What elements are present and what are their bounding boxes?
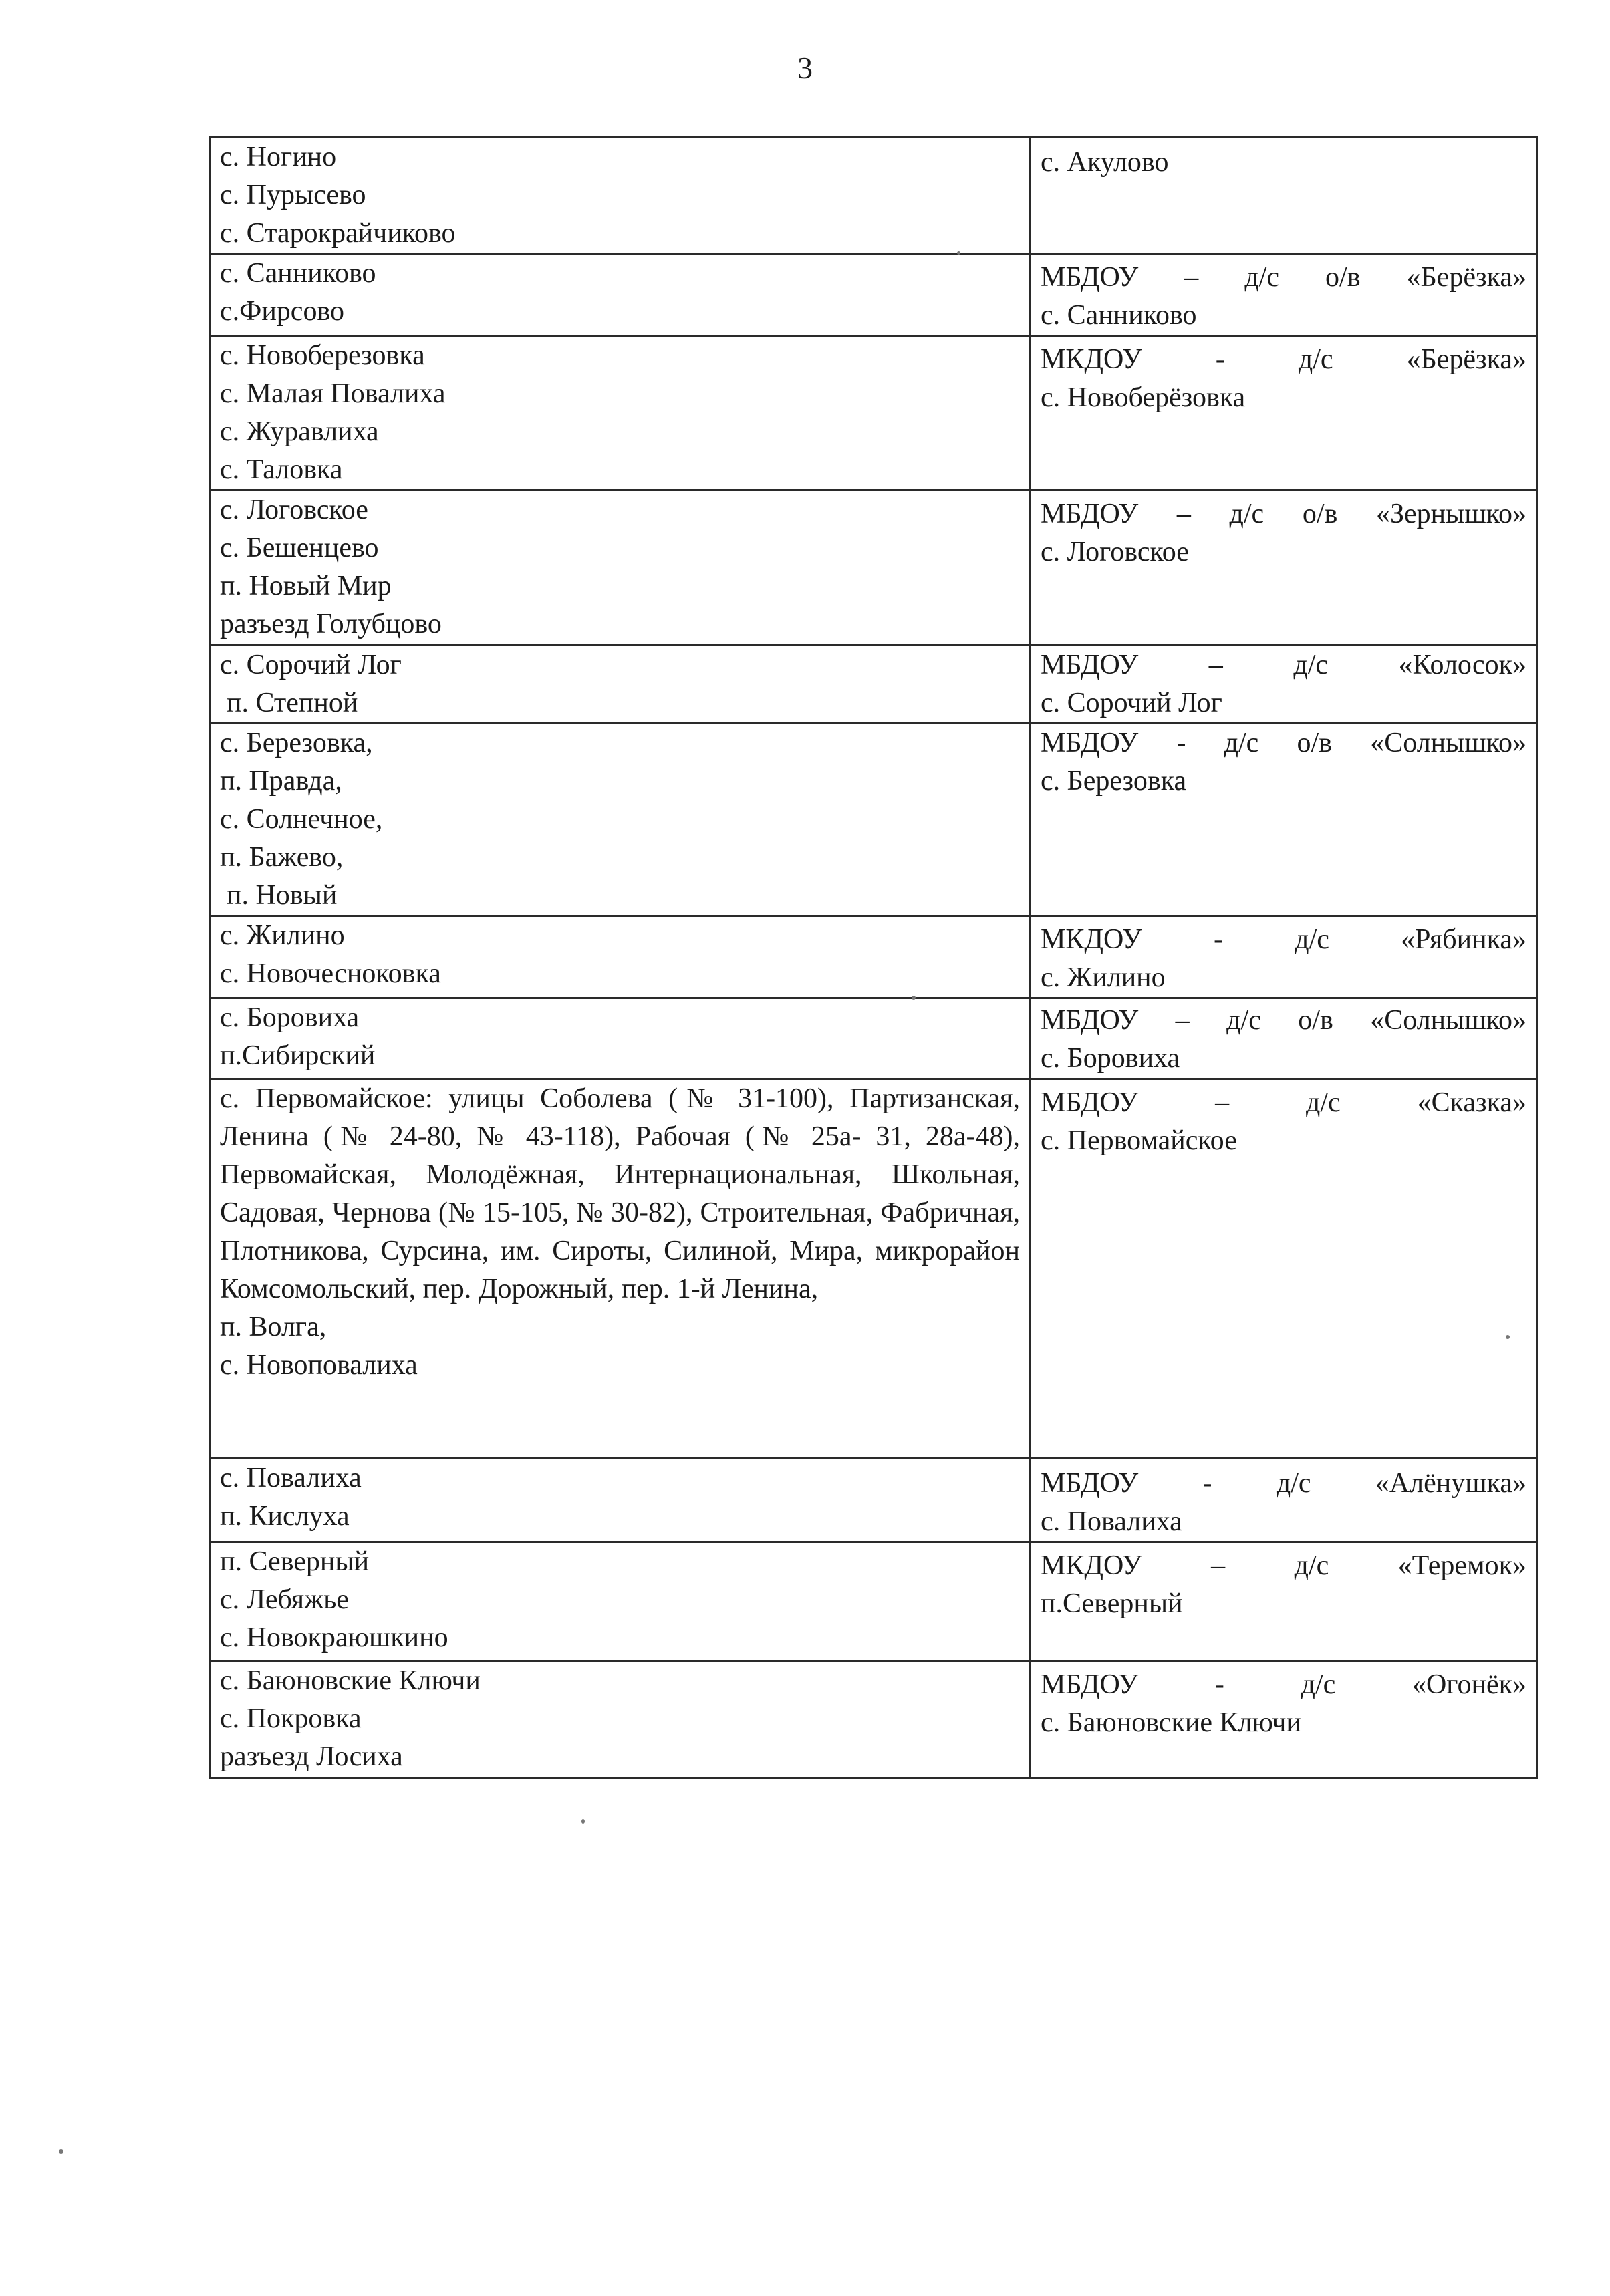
settlement-line: п. Новый Мир — [220, 571, 392, 601]
kindergarten-name: МКДОУ – д/с «Теремок» — [1041, 1550, 1526, 1581]
kindergarten-location: с. Новоберёзовка — [1041, 382, 1246, 413]
page-number: 3 — [797, 51, 813, 85]
scan-speck — [1506, 1335, 1510, 1339]
table-row — [210, 336, 1537, 490]
settlement-line: с. Санниково — [220, 258, 376, 289]
kindergarten-location: с. Баюновские Ключи — [1041, 1707, 1301, 1738]
table-row — [210, 645, 1537, 724]
settlement-line: с. Малая Повалиха — [220, 378, 446, 409]
settlement-line: с. Старокрайчиково — [220, 218, 456, 249]
kindergarten-name: МБДОУ - д/с «Алёнушка» — [1041, 1468, 1526, 1499]
scan-speck — [581, 1819, 585, 1824]
settlement-line: с. Пурысево — [220, 180, 366, 210]
settlement-line: разъезд Голубцово — [220, 609, 442, 639]
table-row — [210, 1079, 1537, 1459]
kindergarten-cell — [1031, 138, 1537, 254]
kindergarten-cell — [1031, 724, 1537, 916]
settlement-line: с. Жилино — [220, 920, 345, 951]
kindergarten-assignment-table — [209, 136, 1538, 1779]
settlement-line: с. Ногино — [220, 142, 337, 172]
settlements-cell — [210, 336, 1031, 490]
scan-speck — [912, 996, 916, 1000]
kindergarten-name: МБДОУ – д/с «Колосок» — [1041, 650, 1526, 680]
table-row — [210, 490, 1537, 645]
settlement-line: с. Логовское — [220, 494, 368, 525]
table-row — [210, 1542, 1537, 1661]
settlement-line: п. Северный — [220, 1546, 370, 1577]
settlement-line: п. Бажево, — [220, 842, 344, 873]
settlement-line: с. Таловка — [220, 454, 343, 485]
settlements-cell — [210, 138, 1031, 254]
kindergarten-location: с. Сорочий Лог — [1041, 688, 1222, 718]
kindergarten-cell — [1031, 916, 1537, 998]
settlement-line: с. Сорочий Лог — [220, 650, 402, 680]
kindergarten-name: МБДОУ - д/с «Огонёк» — [1041, 1669, 1526, 1700]
kindergarten-location: с. Березовка — [1041, 766, 1187, 797]
settlements-cell — [210, 645, 1031, 724]
settlements-cell — [210, 490, 1031, 645]
settlement-line: п. Степной — [227, 688, 358, 718]
settlement-line: п. Правда, — [220, 766, 342, 797]
settlement-line: с. Новочесноковка — [220, 958, 441, 989]
settlement-line: с. Новоберезовка — [220, 340, 425, 371]
settlement-line: с. Покровка — [220, 1703, 362, 1734]
settlement-line: п. Кислуха — [220, 1501, 350, 1532]
kindergarten-cell — [1031, 490, 1537, 645]
table-row — [210, 916, 1537, 998]
kindergarten-name: МБДОУ – д/с о/в «Зернышко» — [1041, 498, 1526, 529]
table-row — [210, 1661, 1537, 1779]
settlement-line: с. Лебяжье — [220, 1584, 349, 1615]
kindergarten-cell — [1031, 1459, 1537, 1542]
settlements-cell — [210, 254, 1031, 336]
kindergarten-location: п.Северный — [1041, 1588, 1183, 1619]
kindergarten-location: с. Жилино — [1041, 962, 1166, 993]
kindergarten-name: МБДОУ – д/с «Сказка» — [1041, 1087, 1526, 1118]
settlement-line: с. Новоповалиха — [220, 1350, 418, 1381]
kindergarten-name: МКДОУ - д/с «Рябинка» — [1041, 924, 1526, 955]
settlements-cell — [210, 1459, 1031, 1542]
settlement-line: п.Сибирский — [220, 1040, 376, 1071]
settlement-line: п. Новый — [227, 880, 338, 911]
kindergarten-cell — [1031, 1079, 1537, 1459]
settlement-line: с. Солнечное, — [220, 804, 383, 835]
kindergarten-name: МБДОУ - д/с о/в «Солнышко» — [1041, 728, 1526, 758]
kindergarten-location: с. Повалиха — [1041, 1506, 1182, 1537]
settlement-line: с. Журавлиха — [220, 416, 379, 447]
settlement-line: с. Березовка, — [220, 728, 373, 758]
settlements-cell — [210, 1542, 1031, 1661]
settlements-cell — [210, 998, 1031, 1079]
table-row — [210, 724, 1537, 916]
settlements-cell — [210, 916, 1031, 998]
kindergarten-cell — [1031, 1661, 1537, 1779]
settlement-paragraph: с. Первомайское: улицы Соболева (№ 31-100), Партизанская, Ленина (№ 24-80, № 43-118), Рабочая (№ 25а- 31, 28а-48), Первомайская, Молодёжная, Интернациональная, Школьная, Садовая, Чернова (№ 15-105, № 30-82), Строительная, Фабричная, Плотникова, Сурсина, им. Сироты, Силиной, Мира, микрорайон Комсомольский, пер. Дорожный, пер. 1-й Ленина, — [220, 1083, 1020, 1304]
kindergarten-cell — [1031, 998, 1537, 1079]
settlement-line: с. Баюновские Ключи — [220, 1665, 481, 1696]
settlement-line: с. Боровиха — [220, 1002, 360, 1033]
settlements-cell — [210, 724, 1031, 916]
kindergarten-cell — [1031, 645, 1537, 724]
table-row — [210, 1459, 1537, 1542]
kindergarten-name: МБДОУ – д/с о/в «Солнышко» — [1041, 1005, 1526, 1036]
table-row — [210, 254, 1537, 336]
settlement-line: с. Повалиха — [220, 1463, 362, 1493]
kindergarten-cell — [1031, 1542, 1537, 1661]
kindergarten-location: с. Логовское — [1041, 537, 1189, 567]
kindergarten-cell — [1031, 336, 1537, 490]
kindergarten-location: с. Боровиха — [1041, 1043, 1180, 1074]
settlement-line: с. Бешенцево — [220, 533, 379, 563]
scan-speck — [59, 2149, 63, 2154]
settlement-line: с.Фирсово — [220, 296, 344, 327]
kindergarten-location: с. Первомайское — [1041, 1125, 1237, 1156]
settlements-cell — [210, 1661, 1031, 1779]
table-row — [210, 138, 1537, 254]
settlement-line: п. Волга, — [220, 1312, 327, 1342]
kindergarten-name: МБДОУ – д/с о/в «Берёзка» — [1041, 262, 1526, 293]
settlement-line: разъезд Лосиха — [220, 1741, 403, 1772]
kindergarten-name: МКДОУ - д/с «Берёзка» — [1041, 344, 1526, 375]
settlements-cell — [210, 1079, 1031, 1459]
kindergarten-cell — [1031, 254, 1537, 336]
kindergarten-location: с. Акулово — [1041, 147, 1169, 178]
settlement-line: с. Новокраюшкино — [220, 1622, 448, 1653]
table-row — [210, 998, 1537, 1079]
scan-speck — [957, 251, 960, 255]
kindergarten-location: с. Санниково — [1041, 300, 1197, 331]
